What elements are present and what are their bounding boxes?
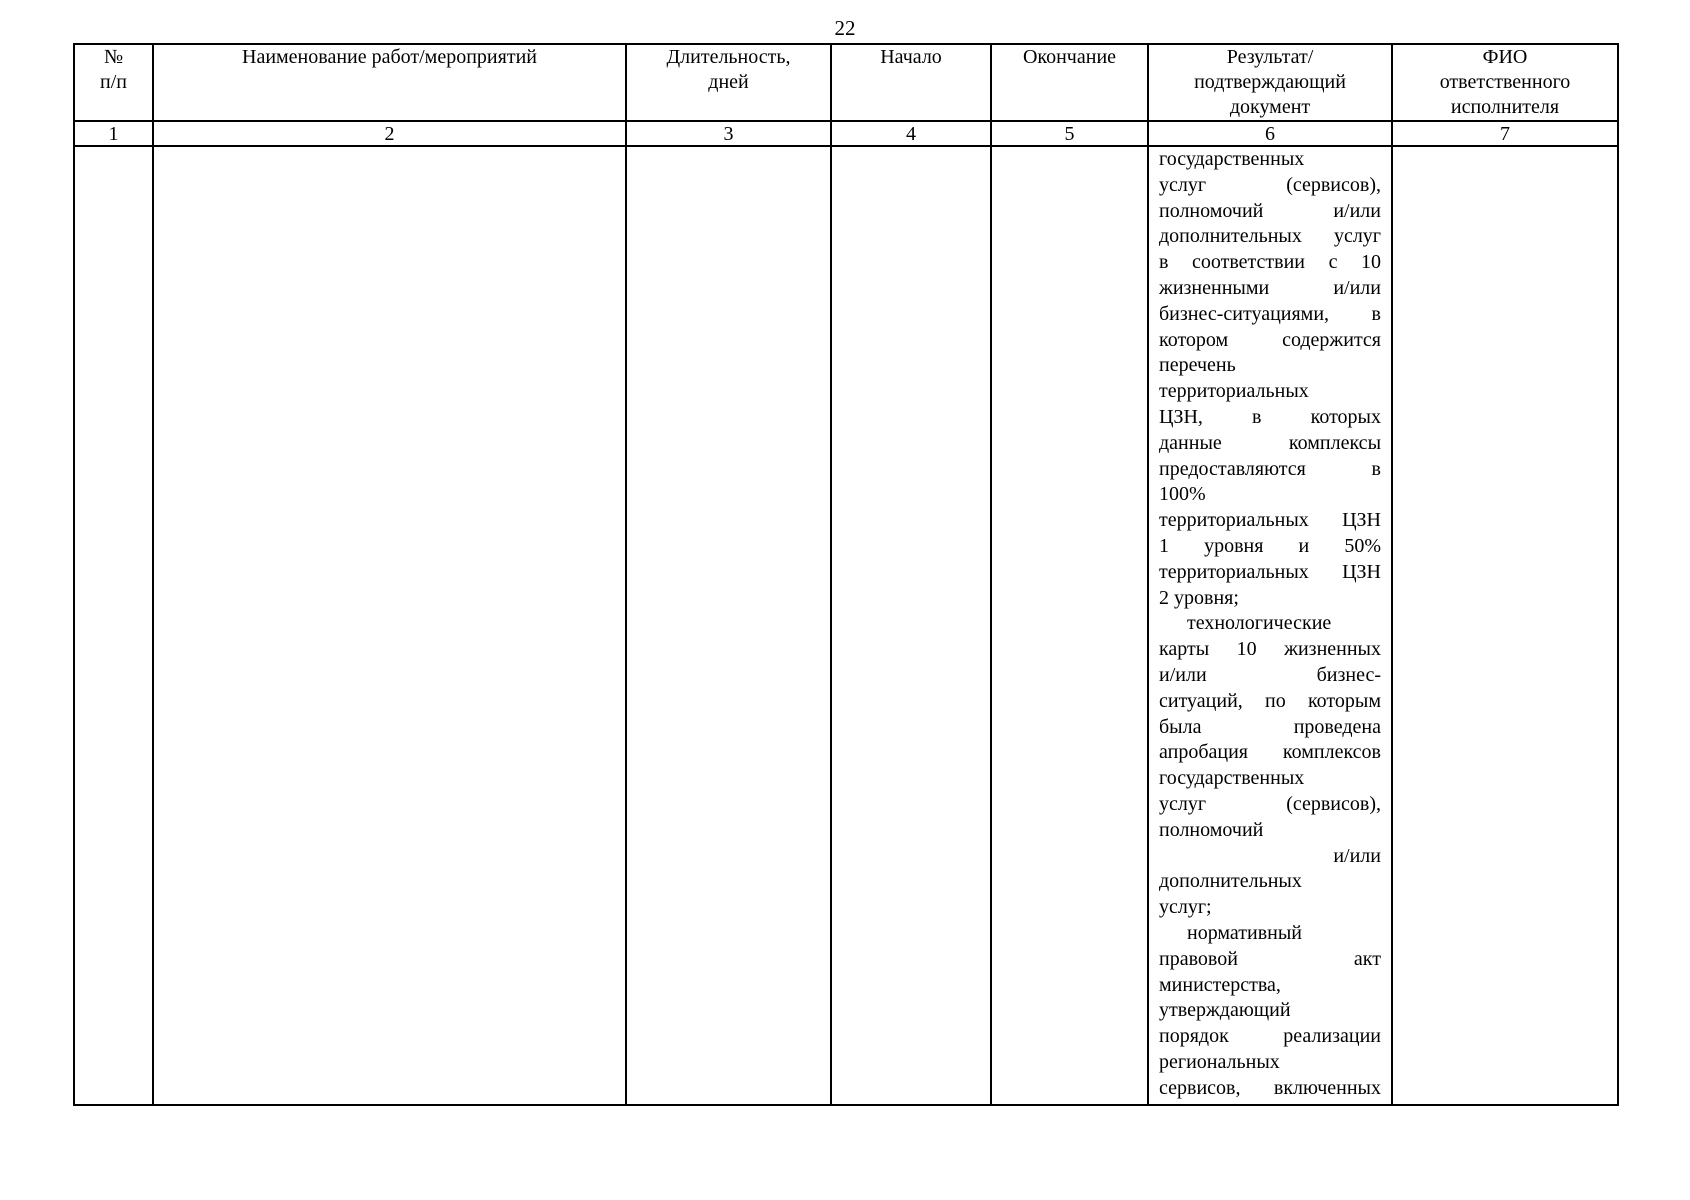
header-duration (626, 44, 831, 121)
result-text-line: апробация комплексов (1159, 741, 1381, 764)
header-text-line: дней (708, 71, 749, 93)
header-text-line: Результат/ (1226, 46, 1314, 68)
result-text-line: 100% (1159, 483, 1206, 506)
result-text-line: правовой акт (1159, 947, 1381, 970)
result-text-line: территориальных ЦЗН (1159, 560, 1381, 583)
cell-start (831, 146, 991, 1105)
header-end (991, 44, 1148, 121)
result-text-line: котором содержится (1159, 328, 1381, 351)
result-text-line: и/или бизнес- (1159, 663, 1381, 686)
result-text-line: в соответствии с 10 (1159, 251, 1381, 274)
header-text-line: Наименование работ/мероприятий (242, 46, 537, 68)
column-number: 3 (626, 121, 831, 146)
column-number: 2 (153, 121, 626, 146)
cell-responsible (1392, 146, 1618, 1105)
cell-duration (626, 146, 831, 1105)
header-work-name (153, 44, 626, 121)
result-text-line: и/или (1333, 844, 1381, 867)
column-number: 7 (1392, 121, 1618, 146)
result-text-line: ЦЗН, в которых (1159, 405, 1381, 428)
result-text-line: предоставляются в (1159, 457, 1381, 480)
result-text-line: ситуаций, по которым (1159, 689, 1381, 712)
result-text-line: услуг; (1159, 896, 1212, 919)
header-result (1148, 44, 1392, 121)
result-text-line: технологические (1187, 612, 1332, 635)
result-text-line: порядок реализации (1159, 1025, 1381, 1048)
header-text-line: Длительность, (666, 46, 791, 68)
result-text-line: карты 10 жизненных (1159, 638, 1381, 661)
result-text-line: полномочий (1159, 818, 1264, 841)
result-text-line: перечень (1159, 354, 1236, 377)
column-number: 6 (1148, 121, 1392, 146)
header-text-line: Начало (880, 46, 942, 68)
cell-result (1148, 146, 1392, 1105)
result-text-line: полномочий и/или (1159, 199, 1381, 222)
result-text-line: государственных (1159, 767, 1305, 790)
header-text-line: ФИО (1482, 46, 1528, 68)
header-row (74, 44, 1618, 121)
header-text-line: документ (1229, 96, 1311, 118)
result-text-line: территориальных ЦЗН (1159, 509, 1381, 532)
table-row (74, 146, 1618, 1105)
result-text-line: нормативный (1187, 921, 1303, 944)
result-text-line: услуг (сервисов), (1159, 173, 1381, 196)
result-text-line: территориальных (1159, 380, 1309, 403)
result-text-line: сервисов, включенных (1159, 1076, 1381, 1099)
work-plan-table (73, 43, 1619, 1106)
result-text-line: региональных (1159, 1050, 1280, 1073)
result-text-line: была проведена (1159, 715, 1381, 738)
result-text-line: государственных (1159, 148, 1305, 170)
result-text-line: 1 уровня и 50% (1159, 534, 1381, 557)
result-text-line: дополнительных услуг (1159, 225, 1381, 248)
header-text-line: Окончание (1022, 46, 1117, 68)
result-text-line: бизнес-ситуациями, в (1159, 302, 1381, 325)
result-text-line: услуг (сервисов), (1159, 792, 1381, 815)
result-text-line: утверждающий (1159, 999, 1291, 1022)
result-text-line: 2 уровня; (1159, 586, 1239, 609)
cell-number (74, 146, 153, 1105)
result-text-line: министерства, (1159, 973, 1281, 996)
result-text-line: жизненными и/или (1159, 276, 1381, 299)
header-text-line: исполнителя (1450, 96, 1560, 118)
header-text-line: № (103, 46, 124, 68)
header-start (831, 44, 991, 121)
header-text-line: п/п (100, 71, 127, 93)
page-number: 22 (834, 16, 856, 40)
column-number: 4 (831, 121, 991, 146)
column-number-row (74, 121, 1618, 146)
cell-work-name (153, 146, 626, 1105)
result-text-line: дополнительных (1159, 870, 1302, 893)
header-text-line: ответственного (1439, 71, 1571, 93)
cell-end (991, 146, 1148, 1105)
result-text-line: данные комплексы (1159, 431, 1381, 454)
header-responsible (1392, 44, 1618, 121)
column-number: 5 (991, 121, 1148, 146)
header-number (74, 44, 153, 121)
column-number: 1 (74, 121, 153, 146)
header-text-line: подтверждающий (1194, 71, 1346, 93)
